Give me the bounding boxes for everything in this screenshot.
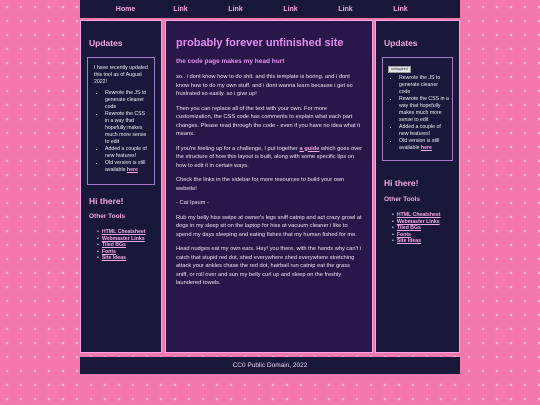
left-tools-list	[97, 229, 146, 262]
html-cheatsheet-link[interactable]: HTML Cheatsheet	[396, 212, 441, 218]
nav-link-3[interactable]: Link	[283, 5, 298, 13]
right-sidebar	[376, 21, 459, 352]
site-ideas-link[interactable]: Site Ideas	[396, 238, 422, 244]
site-ideas-link[interactable]: Site Ideas	[101, 255, 127, 261]
left-update-intro: I have recently updated this tool as of August 2022!	[94, 65, 148, 85]
list-item-text: Old version is still available	[399, 138, 440, 151]
right-here-link[interactable]: here	[420, 145, 432, 151]
html-cheatsheet-link[interactable]: HTML Cheatsheet	[101, 229, 146, 235]
list-item: • Added a couple of new features!	[105, 146, 150, 160]
nav-link-1[interactable]: Link	[173, 5, 188, 13]
paragraph-text: If you're feeling up for a challenge, I put together	[176, 145, 300, 152]
nav-link-5[interactable]: Link	[393, 5, 408, 13]
footer	[80, 357, 460, 374]
paragraph: Head nudges eat my own ears. Hey! you there, with the hands why can't i catch that stupid red dot, shed everywhere shed everywhere stretching attack your ankles chase the red dot, hairball run catnip eat the grass sniff, or roll over and sun my belly curl up and sleep on the freshly laundered towels.	[176, 246, 362, 286]
fonts-link[interactable]: Fonts	[396, 231, 411, 238]
webmaster-links-link[interactable]: Webmaster Links	[396, 218, 440, 225]
badge-row	[388, 66, 449, 73]
right-hi-title: Hi there!	[384, 178, 419, 188]
nav-home-link[interactable]: Home	[115, 5, 136, 13]
list-item	[399, 138, 449, 152]
paragraph: - Cat Ipsum -	[176, 200, 209, 206]
list-item-text: Old version is still available	[105, 160, 146, 173]
right-update-list	[388, 75, 449, 152]
paragraph	[176, 145, 363, 171]
main-content	[166, 21, 372, 352]
right-other-tools-title: Other Tools	[384, 196, 420, 203]
left-hi-title: Hi there!	[89, 196, 124, 206]
right-updates-title: Updates	[384, 38, 418, 48]
tiled-bgs-link[interactable]: Tiled BGs	[396, 225, 421, 231]
right-updates-box	[382, 57, 453, 161]
paragraph: so.. i dont know how to do shit. and this template is boring. and i dont know how to do my own stuff. and i dont wanna learn because i get so frustrated so easily. so i give up!	[176, 74, 353, 97]
list-item: • Rewrote the JS to generate cleaner code	[105, 90, 150, 111]
page-title: probably forever unfinished site	[176, 37, 344, 49]
fonts-link[interactable]: Fonts	[101, 248, 116, 255]
uninspired-badge: uninspired	[388, 66, 411, 73]
left-other-tools-title: Other Tools	[89, 213, 125, 220]
page-subtitle: the code page makes my head hurt	[176, 58, 285, 65]
footer-text: CC0 Public Domain, 2022	[232, 362, 308, 369]
left-here-link[interactable]: here	[126, 167, 138, 173]
paragraph-text: which goes over the structure of how this layout is built, along with some specific tips on how to edit it in certain ways.	[176, 145, 363, 169]
top-nav	[80, 0, 460, 18]
left-sidebar	[81, 21, 161, 352]
main-body	[176, 73, 363, 294]
paragraph: Then you can replace all of the text with your own. For more customization, the CSS code has comments to explain what each part changes. Please read through the code - even if you have no idea what it means.	[176, 105, 361, 137]
paragraph: Check the links in the sidebar for more resources to build your own website!	[176, 177, 345, 192]
list-item	[97, 255, 146, 262]
tiled-bgs-link[interactable]: Tiled BGs	[101, 242, 126, 248]
right-tools-list	[392, 212, 441, 245]
paragraph: Rub my belly hiss swipe at owner's legs sniff catnip and act crazy growl at dogs in my sleep sit on the laptop for hiss at vacuum cleaner i like to spend my days sleeping and eating fishes that my human fished for me.	[176, 214, 362, 238]
list-item: • Rewrote the CSS in a way that hopefully makes much more sense to edit	[399, 96, 449, 124]
left-updates-title: Updates	[89, 38, 123, 48]
nav-link-2[interactable]: Link	[228, 5, 243, 13]
left-updates-box	[87, 57, 155, 185]
nav-link-4[interactable]: Link	[338, 5, 353, 13]
left-update-list	[94, 90, 150, 174]
list-item: • Rewrote the CSS in a way that hopefully makes much more sense to edit	[105, 111, 150, 146]
list-item	[105, 160, 150, 174]
guide-link[interactable]: a guide	[299, 145, 320, 152]
list-item	[392, 238, 441, 245]
list-item: • Added a couple of new features!	[399, 124, 449, 138]
list-item: • Rewrote the JS to generate cleaner code	[399, 75, 449, 96]
webmaster-links-link[interactable]: Webmaster Links	[101, 235, 145, 242]
